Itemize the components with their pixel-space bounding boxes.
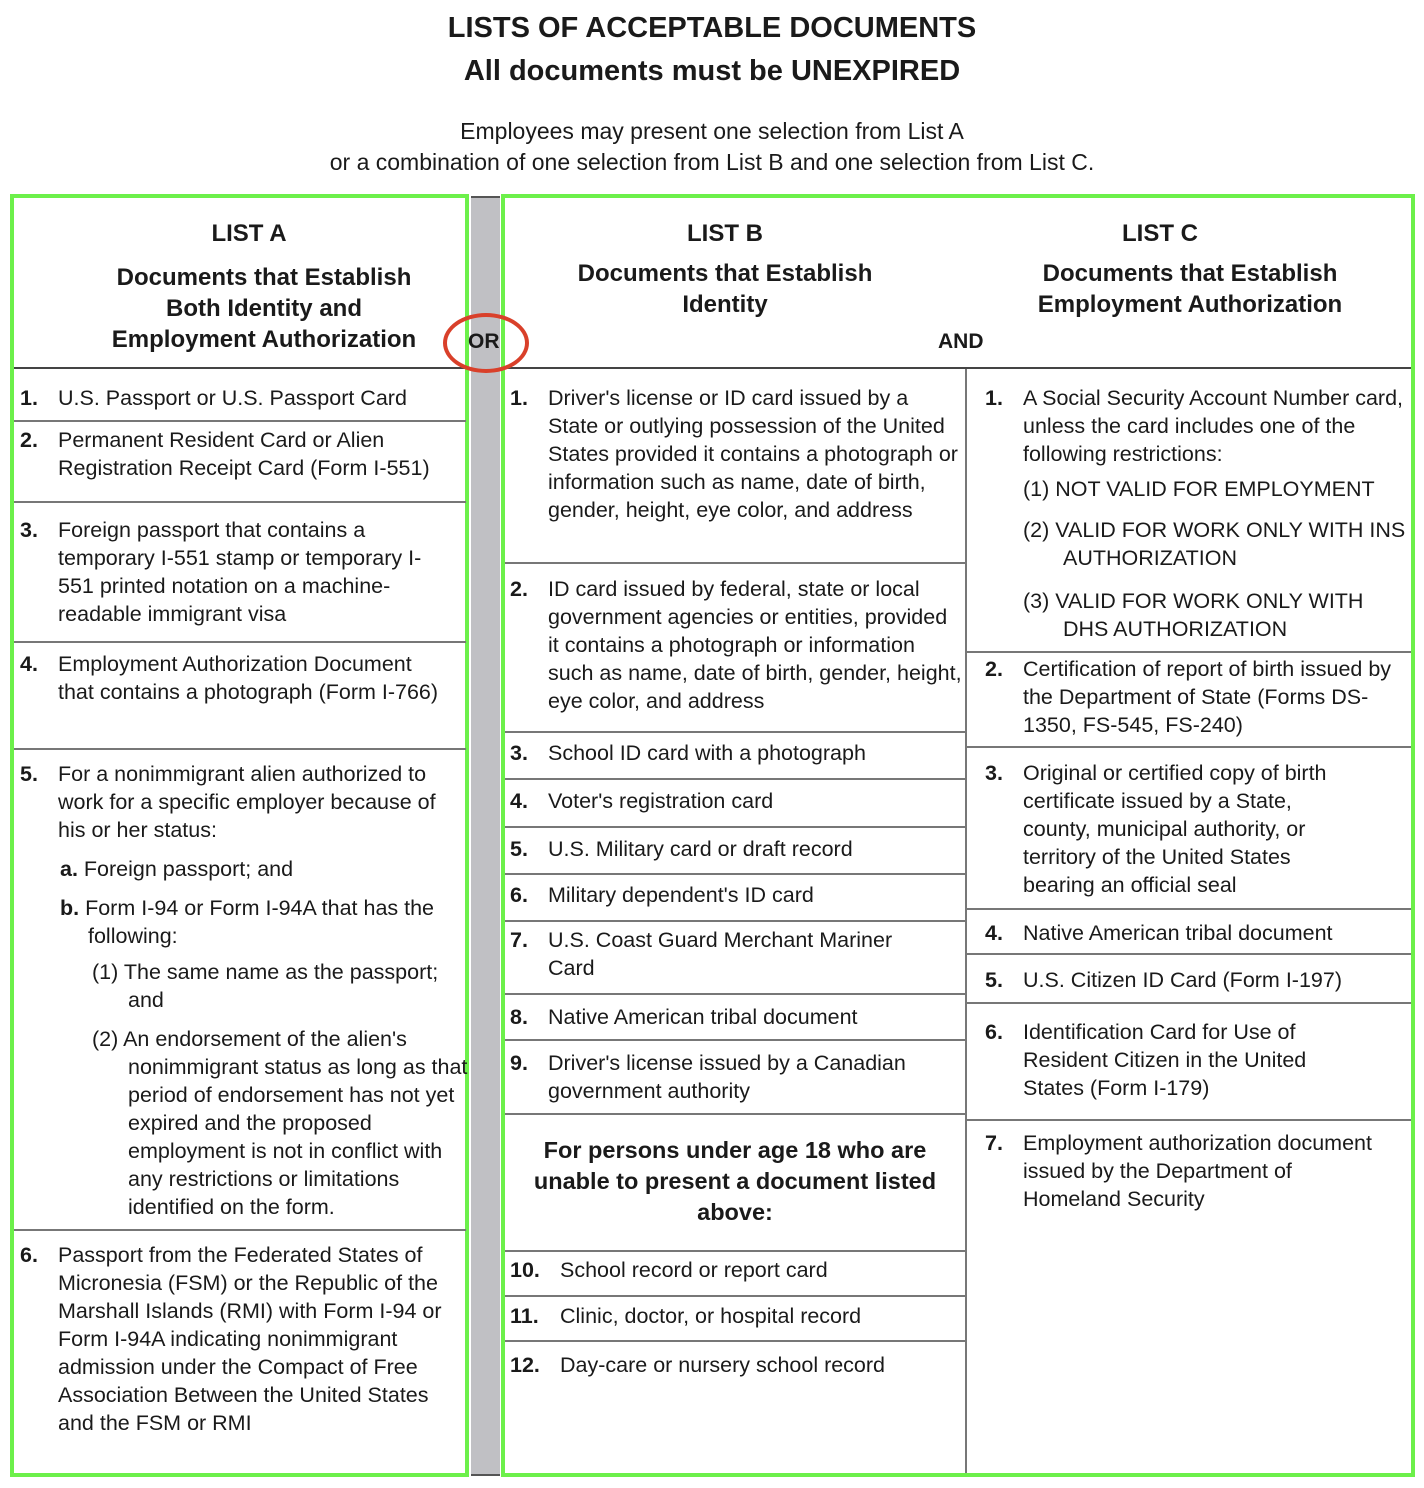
list-c-item-1-sub-1: (1) NOT VALID FOR EMPLOYMENT (1023, 477, 1375, 501)
list-c-item-1-sub-2: (2) VALID FOR WORK ONLY WITH INS AUTHORIZATION (1023, 518, 1406, 570)
or-separator-bar (471, 196, 500, 1476)
list-a-header (14, 220, 514, 248)
list-a-item-5-sub-a: a. Foreign passport; and (60, 857, 294, 881)
list-c-title: LIST C (1122, 220, 1198, 247)
instructions (0, 116, 1424, 178)
header-divider-bc (505, 367, 1411, 369)
header-divider-a (14, 367, 468, 369)
or-connector: OR (468, 330, 500, 353)
and-connector: AND (938, 330, 984, 353)
list-c-item-1-sub-3: (3) VALID FOR WORK ONLY WITH DHS AUTHORIZATION (1023, 589, 1364, 641)
list-b-title: LIST B (687, 220, 763, 247)
instructions-line-2: or a combination of one selection from List B and one selection from List C. (329, 149, 1095, 175)
page-title: LISTS OF ACCEPTABLE DOCUMENTS (447, 12, 977, 44)
list-a-item-5-sub-b: b. Form I-94 or Form I-94A that has the following: (60, 896, 435, 948)
minor-note: For persons under age 18 who are unable to present a document listed above: (533, 1137, 937, 1225)
list-b-c-divider (965, 369, 967, 1473)
list-a-item-5-sub-2: (2) An endorsement of the alien's nonimmigrant status as long as that period of endorsement has not yet expired and the proposed employment is not in conflict with any restrictions or limitations identified on the form. (92, 1027, 468, 1219)
list-a-title: LIST A (211, 220, 287, 247)
page-subtitle: All documents must be UNEXPIRED (463, 55, 961, 87)
list-b-header: LIST B Documents that Establish Identity (505, 220, 945, 320)
or-highlight-circle (443, 313, 529, 373)
list-a-description: Documents that Establish Both Identity and Employment Authorization (111, 264, 417, 353)
instructions-line-1: Employees may present one selection from List A (460, 118, 964, 144)
list-c-header: LIST C Documents that Establish Employment Authorization (970, 220, 1410, 320)
list-a-item-5-sub-1: (1) The same name as the passport; and (92, 960, 439, 1012)
